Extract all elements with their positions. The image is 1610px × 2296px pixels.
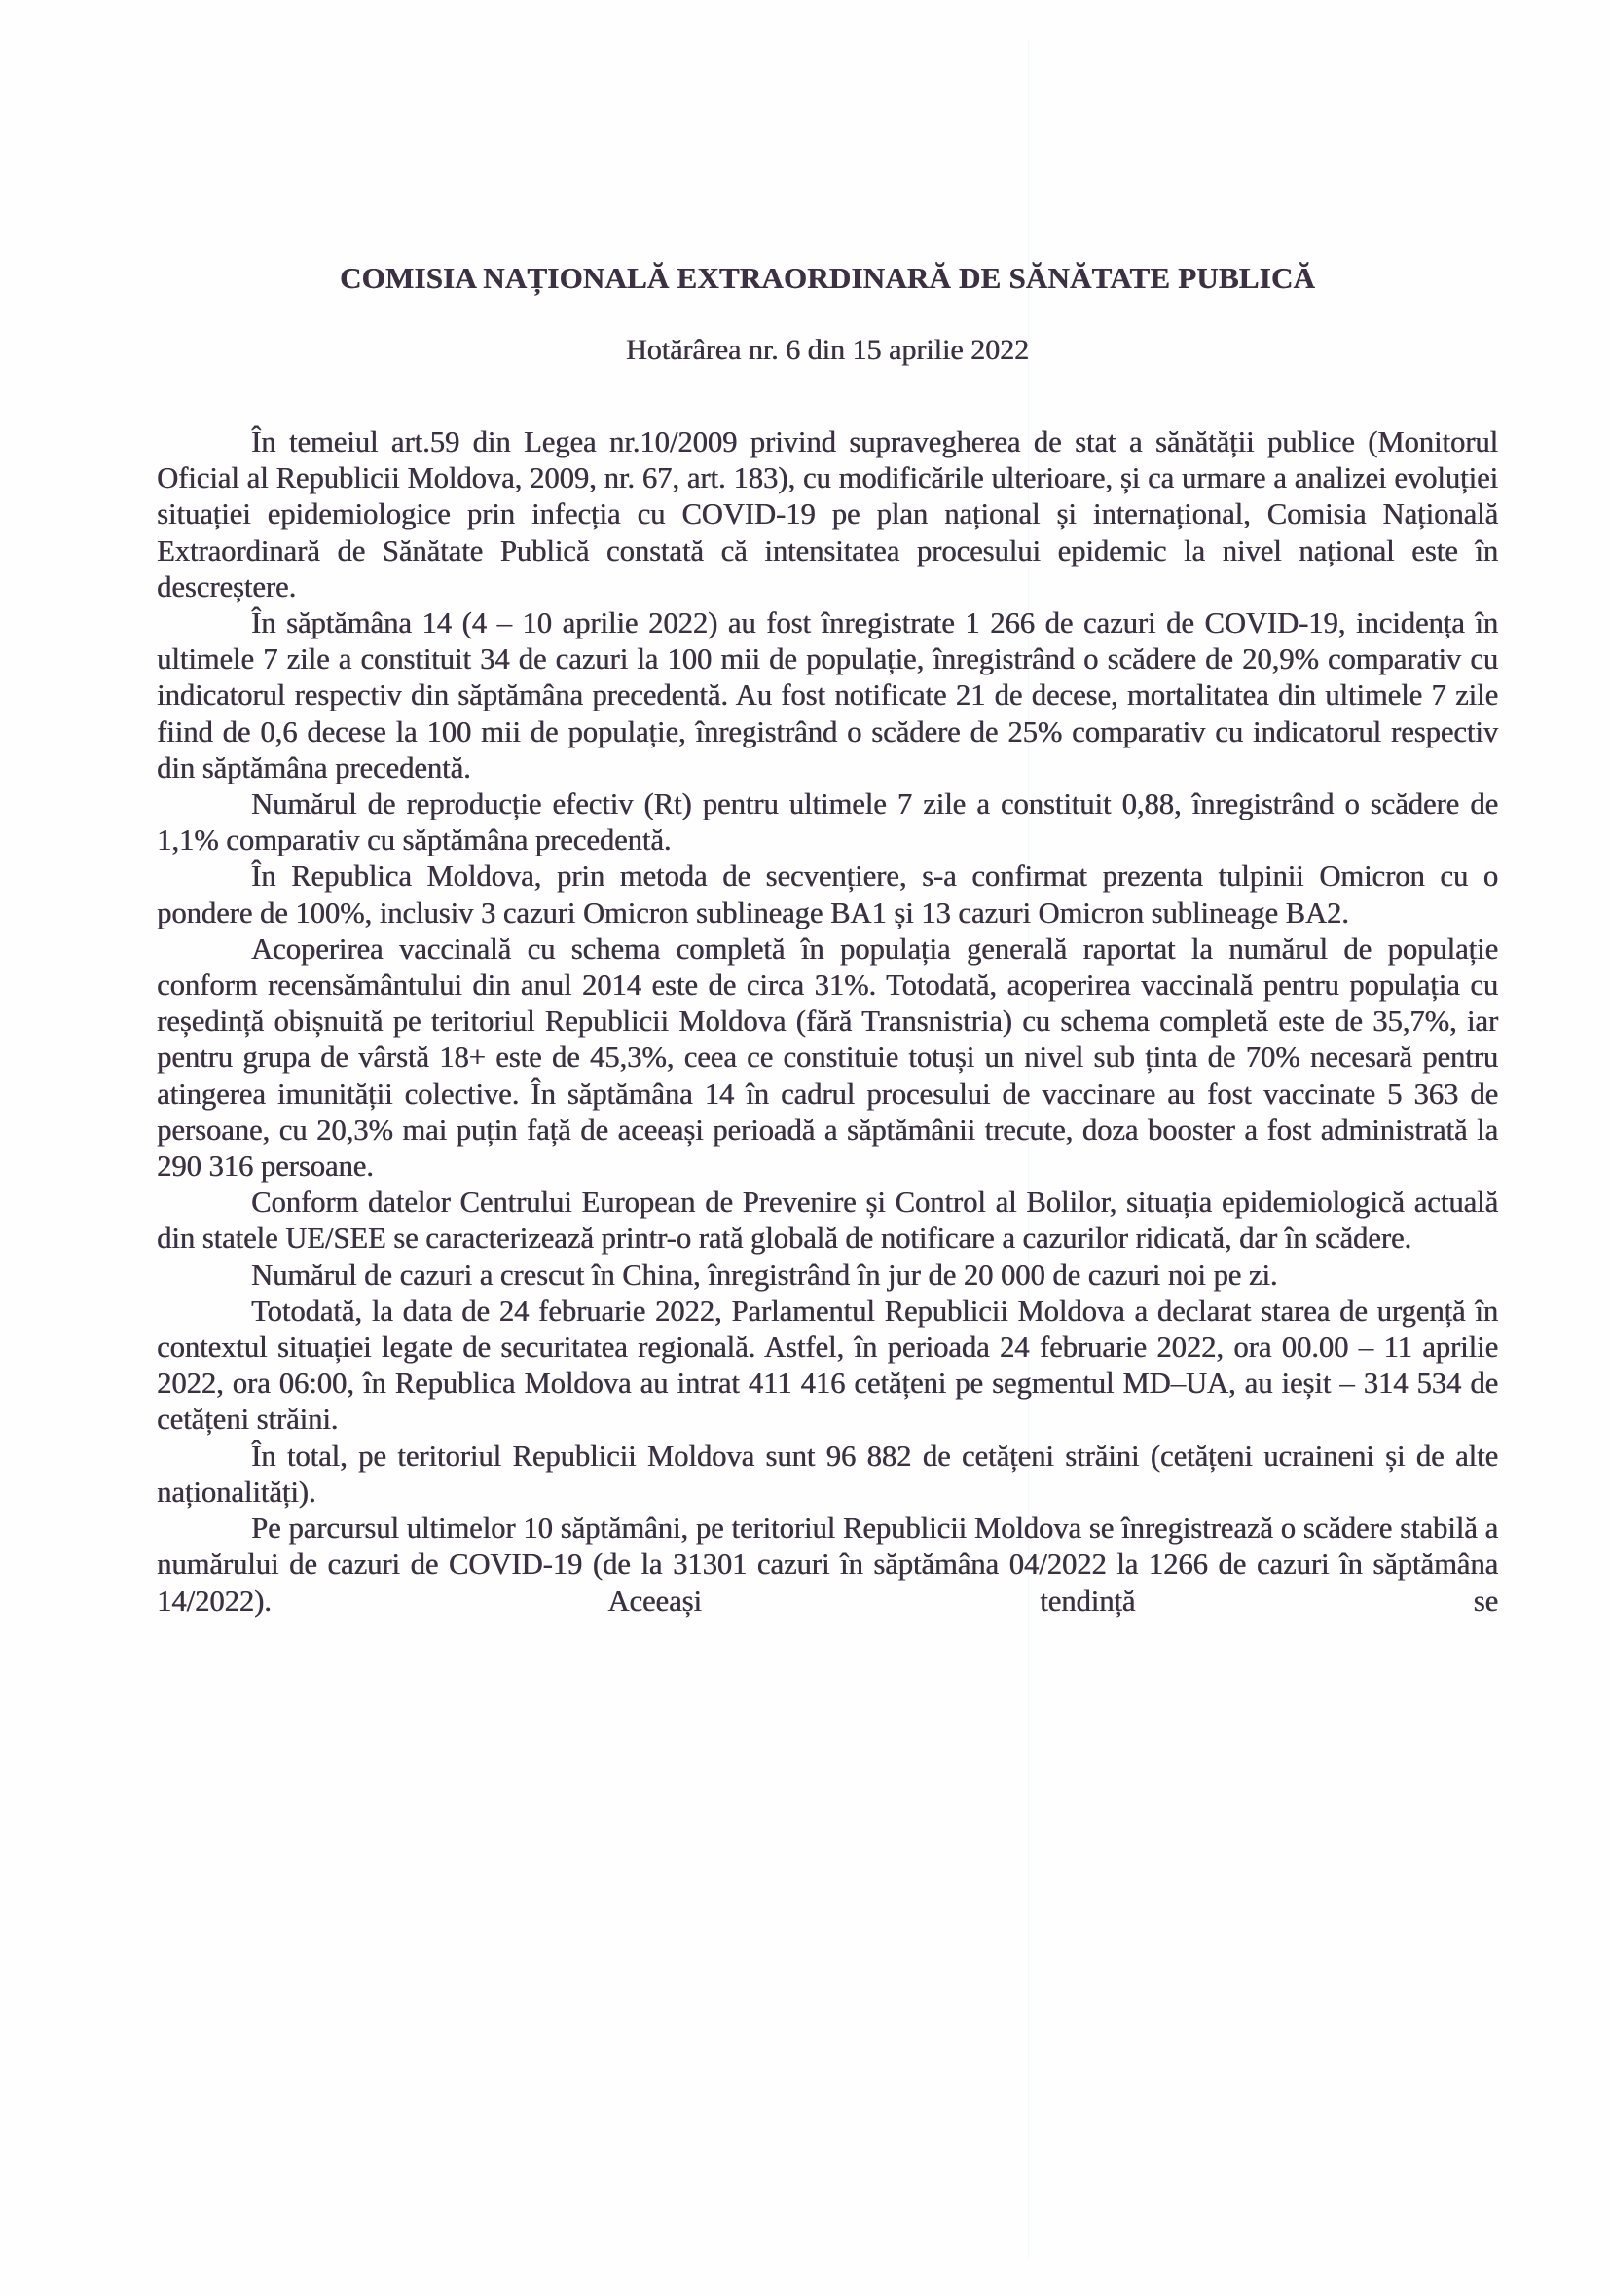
paragraph-reproduction-number: Numărul de reproducție efectiv (Rt) pentru ultimele 7 zile a constituit 0,88, înregistrând o scădere de 1,1% comparativ cu săptămâna precedentă. (157, 787, 1498, 857)
paragraph-ecdc: Conform datelor Centrului European de Prevenire și Control al Bolilor, situația epidemiologică actuală din statele UE/SEE se caracterizează printr-o rată globală de notificare a cazurilor ridicată, dar în scădere. (157, 1185, 1498, 1256)
paragraph-trend: Pe parcursul ultimelor 10 săptămâni, pe teritoriul Republicii Moldova se înregistrează o scădere stabilă a numărului de cazuri de COVID-19 (de la 31301 cazuri în săptămâna 04/2022 la 1266 de cazuri în săptămâna 14/2022). Aceeași tendință se (157, 1512, 1498, 1618)
paragraph-legal-basis: În temeiul art.59 din Legea nr.10/2009 privind supravegherea de stat a sănătății publice (Monitorul Oficial al Republicii Moldova, 2009, nr. 67, art. 183), cu modificările ulterioare, și ca urmare a analizei evoluției situației epidemiologice prin infecția cu COVID-19 pe plan național și internațional, Comisia Națională Extraordinară de Sănătate Publică constată că intensitatea procesului epidemic la nivel național este în descreștere. (157, 425, 1498, 603)
paragraph-foreign-citizens: În total, pe teritoriul Republicii Moldova sunt 96 882 de cetățeni străini (cetățeni ucraineni și de alte naționalități). (157, 1439, 1498, 1509)
paragraph-weekly-cases: În săptămâna 14 (4 – 10 aprilie 2022) au fost înregistrate 1 266 de cazuri de COVID-19, incidența în ultimele 7 zile a constituit 34 de cazuri la 100 mii de populație, înregistrând o scădere de 20,9% comparativ cu indicatorul respectiv din săptămâna precedentă. Au fost notificate 21 de decese, mortalitatea din ultimele 7 zile fiind de 0,6 decese la 100 mii de populație, înregistrând o scădere de 25% comparativ cu indicatorul respectiv din săptămâna precedentă. (157, 606, 1498, 784)
paragraph-state-of-emergency: Totodată, la data de 24 februarie 2022, Parlamentul Republicii Moldova a declarat starea de urgență în contextul situației legate de securitatea regională. Astfel, în perioada 24 februarie 2022, ora 00.00 – 11 aprilie 2022, ora 06:00, în Republica Moldova au intrat 411 416 cetățeni pe segmentul MD–UA, au ieșit – 314 534 de cetățeni străini. (157, 1294, 1498, 1437)
paragraph-china: Numărul de cazuri a crescut în China, înregistrând în jur de 20 000 de cazuri noi pe zi. (251, 1257, 1278, 1292)
paragraph-sequencing: În Republica Moldova, prin metoda de secvențiere, s-a confirmat prezenta tulpinii Omicron cu o pondere de 100%, inclusiv 3 cazuri Omicron sublineage BA1 și 13 cazuri Omicron sublineage BA2. (157, 859, 1498, 929)
decision-title: Hotărârea nr. 6 din 15 aprilie 2022 (625, 334, 1030, 366)
paragraph-vaccination: Acoperirea vaccinală cu schema completă în populația generală raportat la numărul de populație conform recensământului din anul 2014 este de circa 31%. Totodată, acoperirea vaccinală pentru populația cu reședință obișnuită pe teritoriul Republicii Moldova (fără Transnistria) cu schema completă este de 35,7%, iar pentru grupa de vârstă 18+ este de 45,3%, ceea ce constituie totuși un nivel sub ținta de 70% necesară pentru atingerea imunității colective. În săptămâna 14 în cadrul procesului de vaccinare au fost vaccinate 5 363 de persoane, cu 20,3% mai puțin față de aceeași perioadă a săptămânii trecute, doza booster a fost administrată la 290 316 persoane. (157, 931, 1498, 1184)
document-body (157, 424, 1498, 1620)
issuer-heading: COMISIA NAȚIONALĂ EXTRAORDINARĂ DE SĂNĂTATE PUBLICĂ (339, 261, 1316, 295)
